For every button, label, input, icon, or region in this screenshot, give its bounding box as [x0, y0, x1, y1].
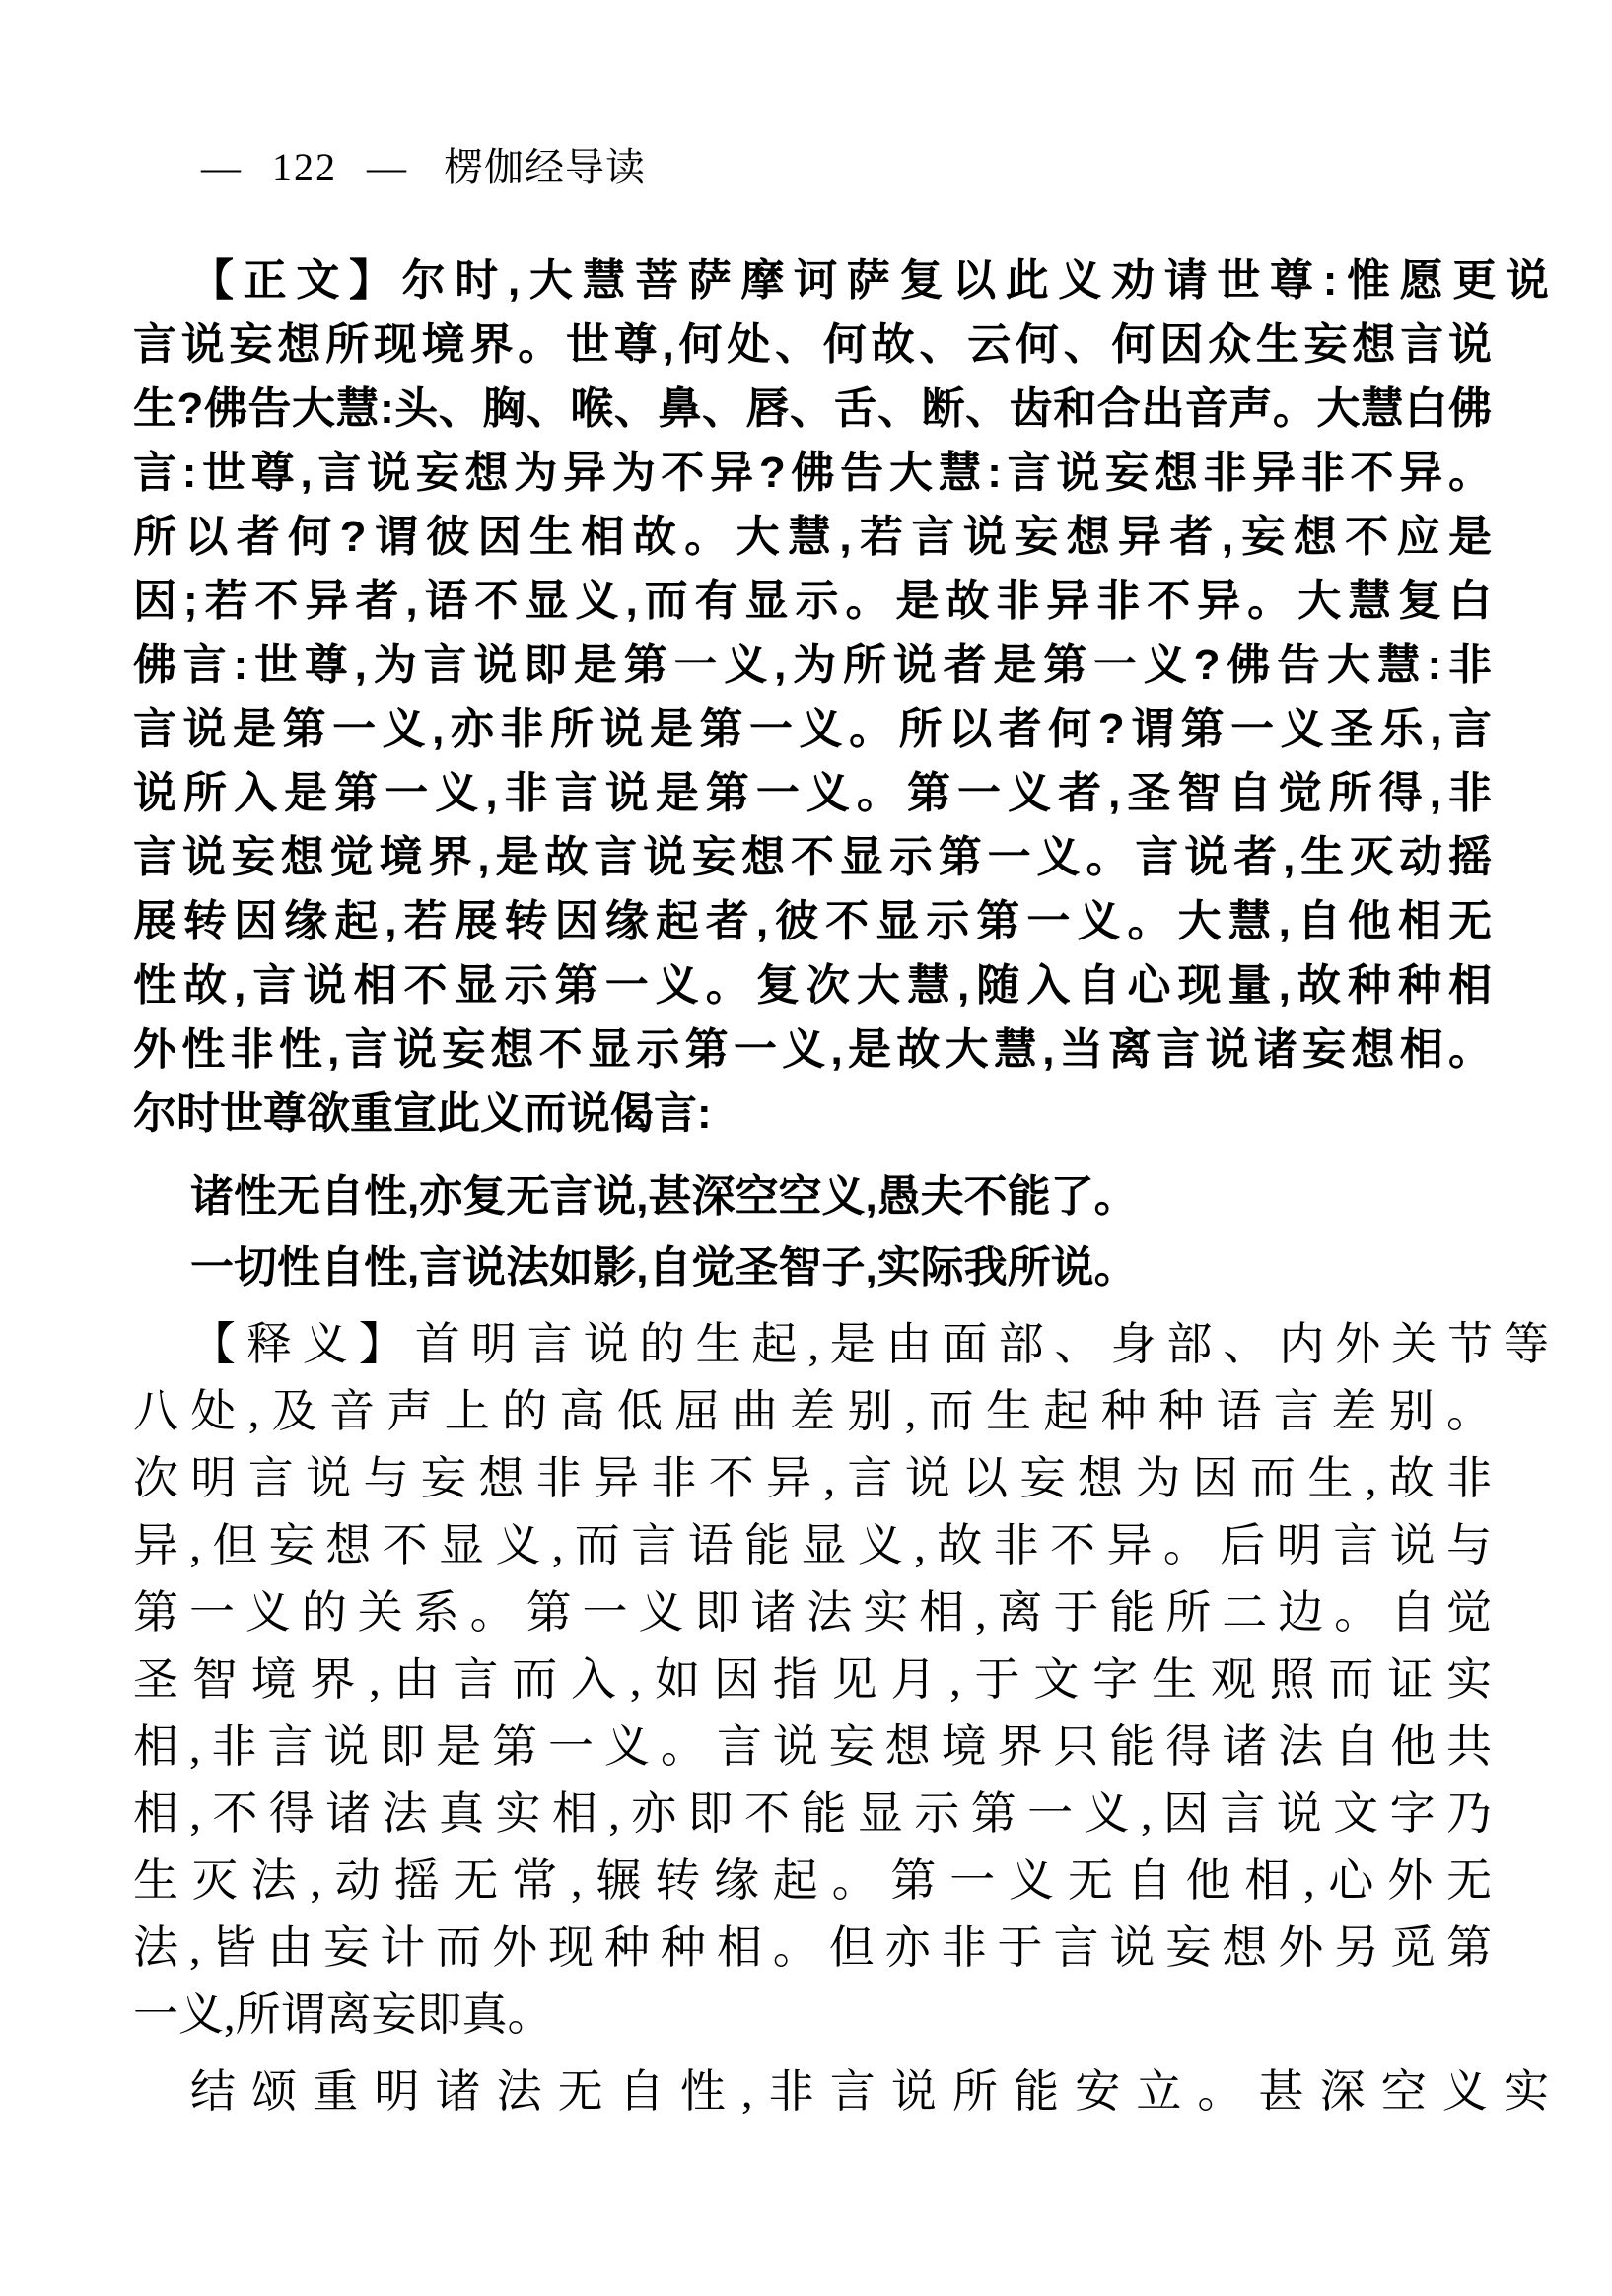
header-dash-left: —: [201, 145, 243, 189]
section-shiyi: [133, 1311, 1549, 2049]
page-number: 122: [272, 145, 337, 189]
verse-line: 诸性无自性,亦复无言说,甚深空空义,愚夫不能了。: [190, 1172, 1138, 1220]
text-line: 佛言:世尊,为言说即是第一义,为所说者是第一义?佛告大慧:非: [133, 641, 1492, 689]
text-line: 言说妄想所现境界。世尊,何处、何故、云何、何因众生妄想言说: [133, 320, 1492, 369]
text-line: 异,但妄想不显义,而言语能显义,故非不异。后明言说与: [133, 1520, 1492, 1570]
text-line: 相,不得诸法真实相,亦即不能显示第一义,因言说文字乃: [133, 1788, 1492, 1839]
text-line: 次明言说与妄想非异非不异,言说以妄想为因而生,故非: [133, 1453, 1492, 1503]
header-dash-right: —: [367, 145, 408, 189]
text-line: 【正文】尔时,大慧菩萨摩诃萨复以此义劝请世尊:惟愿更说: [190, 256, 1549, 305]
text-line: 说所入是第一义,非言说是第一义。第一义者,圣智自觉所得,非: [133, 769, 1492, 817]
text-line: 尔时世尊欲重宣此义而说偈言:: [133, 1089, 712, 1138]
text-line: 性故,言说相不显示第一义。复次大慧,随入自心现量,故种种相: [133, 961, 1492, 1009]
text-line: 一义,所谓离妄即真。: [133, 1989, 553, 2040]
text-line: 八处,及音声上的高低屈曲差别,而生起种种语言差别。: [133, 1386, 1492, 1436]
text-line: 因;若不异者,语不显义,而有显示。是故非异非不异。大慧复白: [133, 577, 1492, 625]
section-jiesong: [133, 2058, 1549, 2125]
section-verses: [133, 1161, 1492, 1303]
text-line: 法,皆由妄计而外现种种相。但亦非于言说妄想外另觅第: [133, 1922, 1492, 1973]
text-line: 展转因缘起,若展转因缘起者,彼不显示第一义。大慧,自他相无: [133, 897, 1492, 945]
text-line: 生灭法,动摇无常,辗转缘起。第一义无自他相,心外无: [133, 1855, 1492, 1906]
page-body: [133, 248, 1549, 2125]
text-line: 言说妄想觉境界,是故言说妄想不显示第一义。言说者,生灭动摇: [133, 833, 1492, 881]
text-line: 生?佛告大慧:头、胸、喉、鼻、唇、舌、断、齿和合出音声。大慧白佛: [133, 384, 1492, 433]
text-line: 外性非性,言说妄想不显示第一义,是故大慧,当离言说诸妄想相。: [133, 1025, 1492, 1074]
book-title: 楞伽经导读: [444, 145, 646, 189]
text-line: 相,非言说即是第一义。言说妄想境界只能得诸法自他共: [133, 1721, 1492, 1772]
text-line: 结颂重明诸法无自性,非言说所能安立。甚深空义实: [190, 2066, 1549, 2117]
verse-line: 一切性自性,言说法如影,自觉圣智子,实际我所说。: [190, 1243, 1138, 1291]
text-line: 所以者何?谓彼因生相故。大慧,若言说妄想异者,妄想不应是: [133, 513, 1492, 561]
text-line: 圣智境界,由言而入,如因指见月,于文字生观照而证实: [133, 1654, 1492, 1705]
text-line: 言:世尊,言说妄想为异为不异?佛告大慧:言说妄想非异非不异。: [133, 449, 1492, 497]
page-header: [201, 136, 646, 192]
section-zhengwen: [133, 248, 1549, 1146]
text-line: 第一义的关系。第一义即诸法实相,离于能所二边。自觉: [133, 1587, 1492, 1637]
text-line: 【释义】首明言说的生起,是由面部、身部、内外关节等: [190, 1319, 1549, 1369]
text-line: 言说是第一义,亦非所说是第一义。所以者何?谓第一义圣乐,言: [133, 705, 1492, 753]
